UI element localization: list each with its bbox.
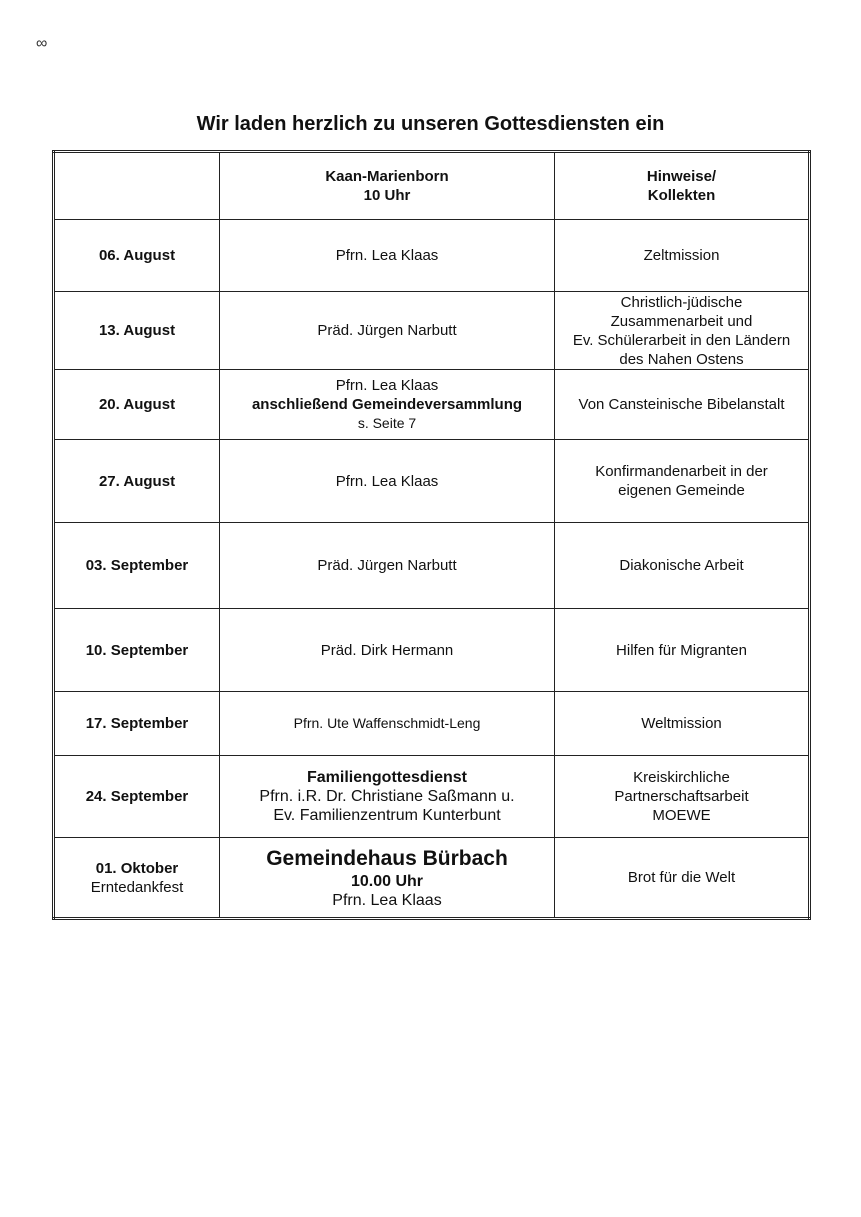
- service-line: Pfrn. Lea Klaas: [335, 377, 439, 394]
- notes-line: Partnerschaftsarbeit: [614, 788, 749, 805]
- notes-cell: [555, 370, 810, 440]
- service-cell: [220, 838, 555, 919]
- notes-cell: [555, 440, 810, 523]
- service-cell: [220, 609, 555, 692]
- header-location: Kaan-Marienborn: [325, 168, 449, 185]
- notes-line: Kreiskirchliche: [633, 769, 730, 786]
- header-time: 10 Uhr: [363, 187, 411, 204]
- date-cell: 20. August: [54, 370, 220, 440]
- service-cell: [220, 370, 555, 440]
- date-cell: 10. September: [54, 609, 220, 692]
- table-row: [54, 220, 810, 292]
- header-notes-line1: Hinweise/: [646, 168, 717, 185]
- table-row: [54, 756, 810, 838]
- notes-line: Diakonische Arbeit: [619, 557, 744, 574]
- header-service-cell: [220, 152, 555, 220]
- date-cell: 06. August: [54, 220, 220, 292]
- service-cell: [220, 756, 555, 838]
- service-line: Pfrn. Lea Klaas: [332, 891, 442, 909]
- service-time: 10.00 Uhr: [350, 872, 424, 890]
- notes-line: Brot für die Welt: [627, 869, 736, 886]
- notes-line: Zeltmission: [643, 247, 720, 264]
- notes-cell: [555, 609, 810, 692]
- notes-line: Konfirmandenarbeit in der: [595, 463, 768, 480]
- date-cell: 03. September: [54, 523, 220, 609]
- service-line: Präd. Jürgen Narbutt: [317, 322, 457, 339]
- table-header-row: [54, 152, 810, 220]
- table-row: [54, 370, 810, 440]
- service-cell: [220, 292, 555, 370]
- date-cell: 13. August: [54, 292, 220, 370]
- service-schedule-table: [52, 150, 811, 920]
- table-row: [54, 692, 810, 756]
- notes-line: Christlich-jüdische: [620, 293, 743, 311]
- service-line: Präd. Dirk Hermann: [320, 641, 454, 659]
- service-line: Präd. Jürgen Narbutt: [317, 557, 457, 574]
- notes-cell: [555, 523, 810, 609]
- service-line: Pfrn. Lea Klaas: [335, 472, 439, 490]
- corner-symbol: ∞: [36, 35, 48, 52]
- date-cell: 27. August: [54, 440, 220, 523]
- notes-line: MOEWE: [652, 807, 711, 824]
- date-cell: 17. September: [54, 692, 220, 756]
- service-cell: [220, 692, 555, 756]
- notes-cell: [555, 756, 810, 838]
- header-date-cell: [54, 152, 220, 220]
- notes-line: Hilfen für Migranten: [616, 641, 747, 659]
- service-cell: [220, 220, 555, 292]
- notes-cell: [555, 838, 810, 919]
- header-notes-line2: Kollekten: [647, 187, 716, 204]
- service-line: Pfrn. Ute Waffenschmidt-Leng: [293, 715, 481, 731]
- table-row: [54, 292, 810, 370]
- page-title: Wir laden herzlich zu unseren Gottesdiensten ein: [196, 113, 665, 135]
- notes-line: Weltmission: [641, 715, 722, 732]
- notes-cell: [555, 220, 810, 292]
- table-row: [54, 523, 810, 609]
- service-cell: [220, 523, 555, 609]
- service-cell: [220, 440, 555, 523]
- table-row: [54, 609, 810, 692]
- date-label: 01. Oktober: [95, 859, 179, 877]
- notes-cell: [555, 692, 810, 756]
- service-line-highlight: anschließend Gemeindeversammlung: [251, 396, 523, 413]
- notes-line: Ev. Schülerarbeit in den Ländern: [572, 331, 791, 349]
- service-line: Ev. Familienzentrum Kunterbunt: [273, 807, 501, 824]
- table-row: [54, 440, 810, 523]
- notes-line: Von Cansteinische Bibelanstalt: [578, 396, 785, 413]
- notes-line: eigenen Gemeinde: [618, 482, 745, 499]
- service-location: Gemeindehaus Bürbach: [266, 846, 508, 870]
- header-notes-cell: [555, 152, 810, 220]
- service-line-highlight: Familiengottesdienst: [306, 769, 468, 786]
- date-subtitle: Erntedankfest: [90, 878, 184, 896]
- notes-cell: [555, 292, 810, 370]
- notes-line: Zusammenarbeit und: [610, 312, 753, 330]
- table-row: [54, 838, 810, 919]
- service-line: s. Seite 7: [357, 415, 417, 431]
- date-cell: [54, 838, 220, 919]
- service-line: Pfrn. i.R. Dr. Christiane Saßmann u.: [259, 788, 515, 805]
- notes-line: des Nahen Ostens: [619, 350, 744, 368]
- date-cell: 24. September: [54, 756, 220, 838]
- service-line: Pfrn. Lea Klaas: [335, 247, 439, 264]
